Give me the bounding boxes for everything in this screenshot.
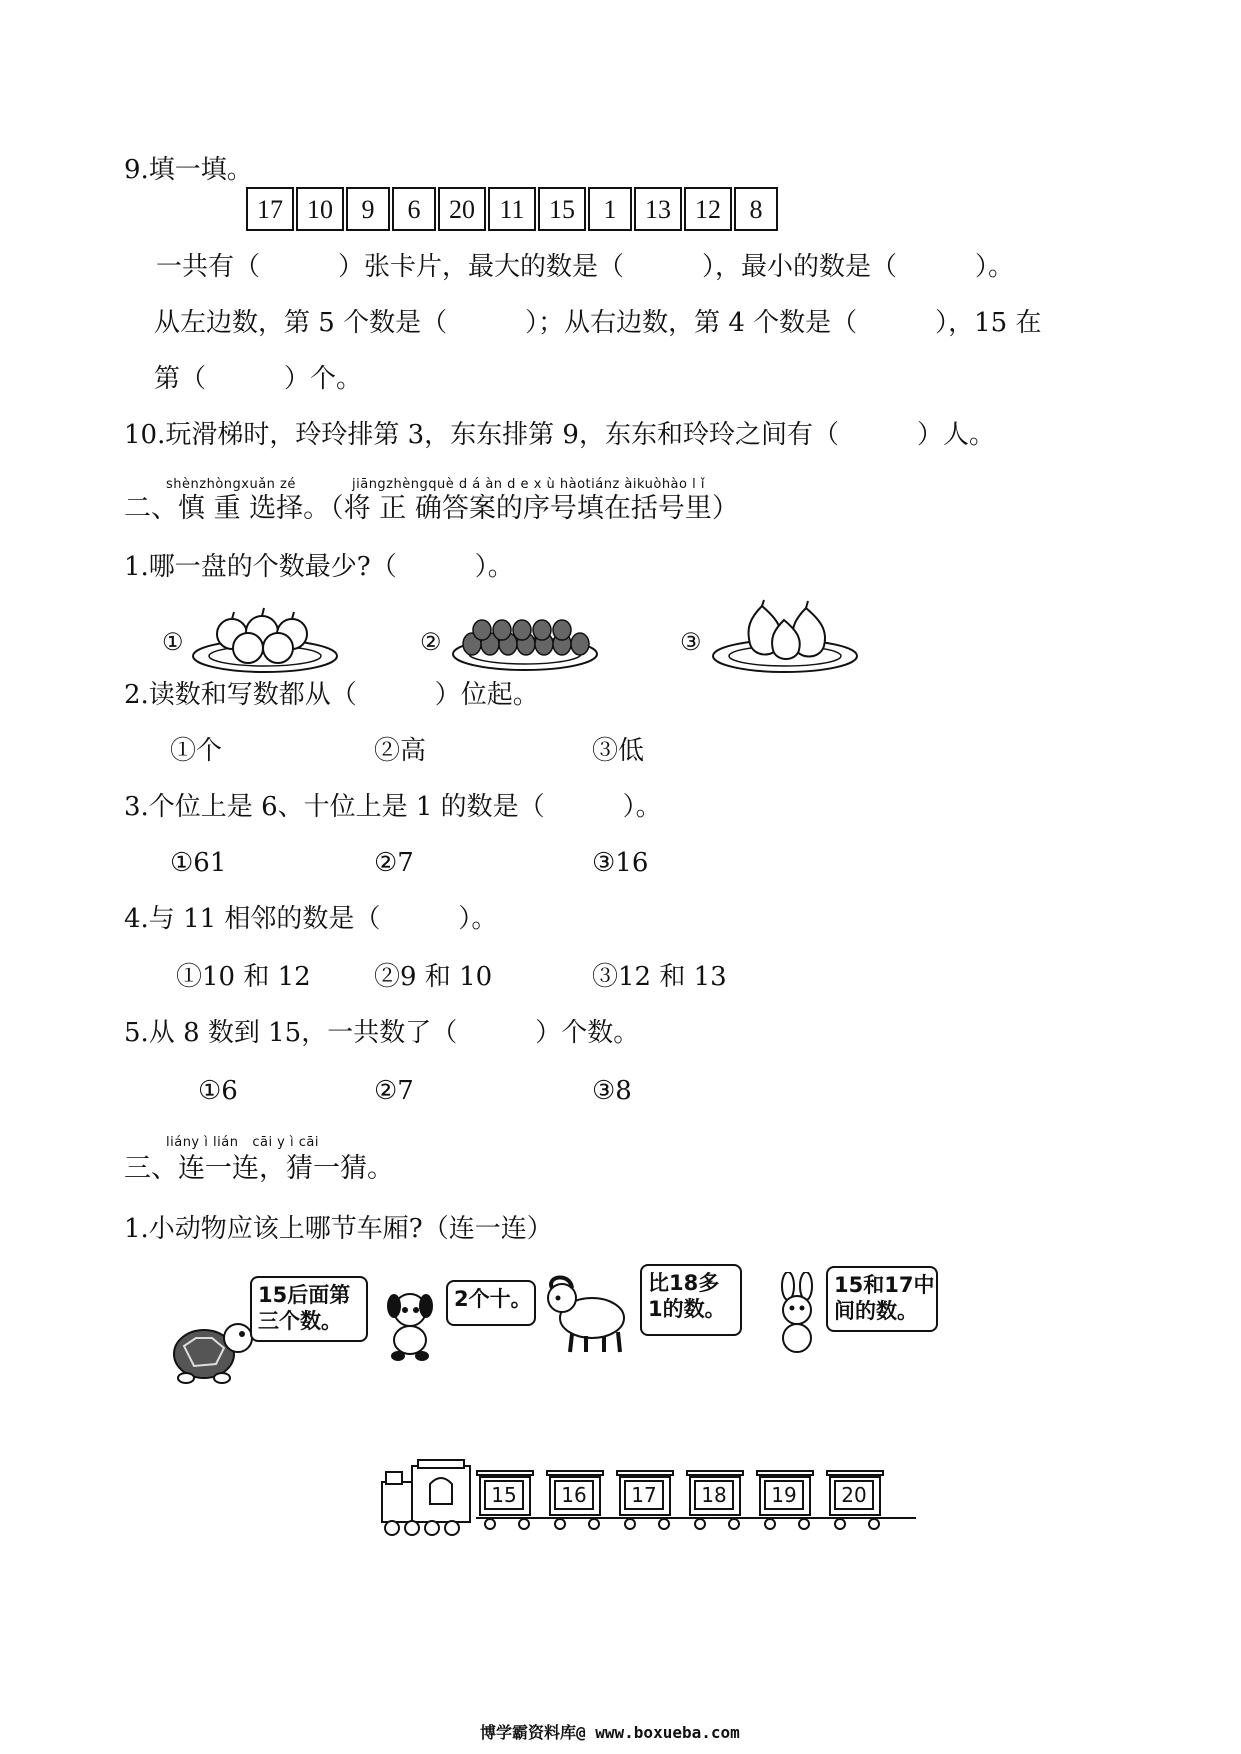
bubble-line: 1的数。 (648, 1297, 726, 1321)
q9-line1: 一共有（ ）张卡片，最大的数是（ ），最小的数是（ ）。 (156, 252, 1015, 282)
bubble-line: 15后面第 (258, 1283, 351, 1307)
s2-q4-option-2: ②9 和 10 (374, 962, 493, 992)
section2-title: 二、慎 重 选择。（将 正 确答案的序号填在括号里） (124, 493, 739, 524)
s2-q5-text: 5.从 8 数到 15，一共数了（ ）个数。 (124, 1018, 640, 1048)
bubble-line: 三个数。 (258, 1309, 342, 1333)
s2-q2-text: 2.读数和写数都从（ ）位起。 (124, 680, 539, 710)
s2-q1-text: 1.哪一盘的个数最少?（ ）。 (124, 552, 514, 582)
s2-q3-option-1: ①61 (170, 848, 227, 878)
number-card: 13 (634, 187, 682, 231)
wagon[interactable] (686, 1470, 744, 1530)
s2-q2-option-1: ①个 (170, 736, 223, 766)
number-card: 15 (538, 187, 586, 231)
s2-q3-option-2: ②7 (374, 848, 414, 878)
s2-q3-option-3: ③16 (592, 848, 649, 878)
train-locomotive-image (378, 1458, 478, 1538)
turtle-speech-bubble (250, 1276, 368, 1342)
turtle-image (166, 1312, 258, 1388)
section3-title: 三、连一连，猜一猜。 (124, 1153, 394, 1184)
q10-text: 10.玩滑梯时，玲玲排第 3，东东排第 9，东东和玲玲之间有（ ）人。 (124, 420, 995, 450)
plate-3-label: ③ (680, 628, 702, 656)
number-card: 1 (588, 187, 632, 231)
wagon[interactable] (756, 1470, 814, 1530)
section2-pinyin-a: shènzhòngxuǎn zé (166, 477, 296, 492)
number-card: 6 (392, 187, 436, 231)
s2-q4-option-3: ③12 和 13 (592, 962, 727, 992)
s2-q2-option-3: ③低 (592, 736, 645, 766)
number-card: 20 (438, 187, 486, 231)
number-card: 10 (296, 187, 344, 231)
q9-title: 9.填一填。 (124, 155, 253, 185)
s2-q4-text: 4.与 11 相邻的数是（ ）。 (124, 904, 498, 934)
wagon[interactable] (546, 1470, 604, 1530)
s2-q4-option-1: ①10 和 12 (176, 962, 311, 992)
q9-line3: 第（ ）个。 (154, 364, 363, 394)
train-wagons (476, 1470, 916, 1540)
bubble-line: 比18多 (648, 1271, 720, 1295)
wagon-number: 15 (484, 1480, 524, 1510)
apple-plate-image (190, 604, 340, 674)
rabbit-speech-bubble (826, 1266, 938, 1332)
plate-1-label: ① (162, 628, 184, 656)
dog-image (380, 1288, 440, 1362)
s3-q1-text: 1.小动物应该上哪节车厢?（连一连） (124, 1214, 553, 1244)
s2-q3-text: 3.个位上是 6、十位上是 1 的数是（ ）。 (124, 792, 662, 822)
section2-pinyin-b: jiāngzhèngquè d á àn d e x ù hàotiánz àikuòhào l ǐ (352, 477, 705, 492)
number-cards (246, 187, 780, 235)
number-card: 8 (734, 187, 778, 231)
strawberry-plate-image (450, 610, 600, 672)
plate-2-label: ② (420, 628, 442, 656)
bubble-line: 间的数。 (834, 1299, 918, 1323)
goat-image (542, 1272, 634, 1354)
number-card: 12 (684, 187, 732, 231)
wagon-number: 20 (834, 1480, 874, 1510)
s2-q5-option-2: ②7 (374, 1076, 414, 1106)
wagon-number: 17 (624, 1480, 664, 1510)
s2-q2-option-2: ②高 (374, 736, 427, 766)
footer-watermark: 博学霸资料库@ www.boxueba.com (480, 1723, 740, 1742)
dog-speech-bubble (446, 1280, 536, 1326)
rabbit-image (768, 1272, 826, 1356)
number-card: 11 (488, 187, 536, 231)
number-card: 9 (346, 187, 390, 231)
wagon[interactable] (826, 1470, 884, 1530)
pear-plate-image (710, 598, 860, 674)
wagon[interactable] (476, 1470, 534, 1530)
wagon-number: 19 (764, 1480, 804, 1510)
wagon-number: 16 (554, 1480, 594, 1510)
bubble-line: 2个十。 (454, 1287, 532, 1311)
wagon-number: 18 (694, 1480, 734, 1510)
goat-speech-bubble (640, 1264, 742, 1336)
bubble-line: 15和17中 (834, 1273, 935, 1297)
s2-q5-option-3: ③8 (592, 1076, 632, 1106)
q9-line2: 从左边数，第 5 个数是（ ）；从右边数，第 4 个数是（ ），15 在 (154, 308, 1042, 338)
number-card: 17 (246, 187, 294, 231)
section3-pinyin: liány ì lián cāi y ì cāi (166, 1135, 319, 1150)
wagon[interactable] (616, 1470, 674, 1530)
s2-q5-option-1: ①6 (198, 1076, 238, 1106)
